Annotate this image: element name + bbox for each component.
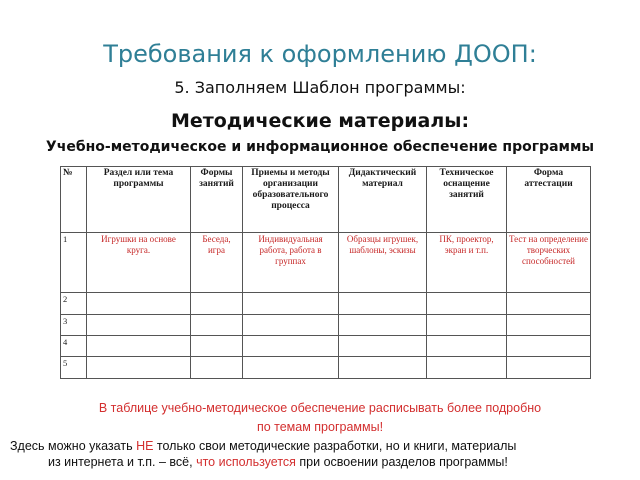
table-cell <box>191 315 243 336</box>
slide-subtitle: 5. Заполняем Шаблон программы: <box>174 78 466 97</box>
table-cell <box>243 336 339 357</box>
table-cell: Игрушки на основе круга. <box>87 233 191 293</box>
table-cell <box>507 315 591 336</box>
table-row <box>61 315 591 336</box>
table-cell <box>243 315 339 336</box>
table-cell <box>507 357 591 379</box>
template-table-image <box>60 166 590 378</box>
red-note-line2: по темам программы! <box>256 420 384 434</box>
table-cell <box>339 357 427 379</box>
table-cell <box>87 293 191 315</box>
template-table <box>60 166 591 379</box>
table-cell: Беседа, игра <box>191 233 243 293</box>
table-cell <box>243 293 339 315</box>
header-methods: Приемы и методы организации образовательного процесса <box>243 167 339 233</box>
table-row <box>61 233 591 293</box>
table-row <box>61 357 591 379</box>
bottom-text-part: при освоении разделов программы! <box>295 455 508 469</box>
table-cell: Индивидуальная работа, работа в группах <box>243 233 339 293</box>
row-number: 1 <box>61 233 87 293</box>
table-cell <box>191 336 243 357</box>
table-cell <box>87 336 191 357</box>
bottom-text-part: Здесь можно указать <box>10 439 137 453</box>
red-note-line1: В таблице учебно-методическое обеспечение расписывать более подробно <box>98 401 542 415</box>
table-cell <box>427 293 507 315</box>
header-topic: Раздел или тема программы <box>87 167 191 233</box>
table-header-row <box>61 167 591 233</box>
table-cell <box>427 315 507 336</box>
slide-title: Требования к оформлению ДООП: <box>103 40 537 68</box>
table-cell <box>339 336 427 357</box>
section-heading: Методические материалы: <box>170 110 470 132</box>
table-cell <box>507 336 591 357</box>
row-number: 2 <box>61 293 87 315</box>
header-tech: Техническое оснащение занятий <box>427 167 507 233</box>
header-num: № <box>61 167 87 233</box>
table-cell <box>87 357 191 379</box>
table-cell <box>191 293 243 315</box>
row-number: 5 <box>61 357 87 379</box>
bottom-text-part: только свои методические разработки, но и книги, материалы <box>153 439 517 453</box>
header-forms: Формы занятий <box>191 167 243 233</box>
header-didactic: Дидактический материал <box>339 167 427 233</box>
table-cell <box>339 315 427 336</box>
table-cell: ПК, проектор, экран и т.п. <box>427 233 507 293</box>
table-cell <box>339 293 427 315</box>
bottom-line2 <box>10 454 635 470</box>
table-cell <box>87 315 191 336</box>
bottom-text-part: из интернета и т.п. – всё, <box>48 455 197 469</box>
table-cell: Тест на определение творческих способностей <box>507 233 591 293</box>
table-cell: Образцы игрушек, шаблоны, эскизы <box>339 233 427 293</box>
table-cell <box>427 357 507 379</box>
table-row <box>61 293 591 315</box>
bottom-note <box>10 438 635 470</box>
table-cell <box>427 336 507 357</box>
section-subheading: Учебно-методическое и информационное обеспечение программы <box>45 139 595 155</box>
table-row <box>61 336 591 357</box>
table-cell <box>191 357 243 379</box>
header-attestation: Форма аттестации <box>507 167 591 233</box>
table-cell <box>243 357 339 379</box>
bottom-highlight-ne: НЕ <box>136 439 154 453</box>
row-number: 3 <box>61 315 87 336</box>
table-cell <box>507 293 591 315</box>
bottom-highlight-used: что используется <box>196 455 296 469</box>
row-number: 4 <box>61 336 87 357</box>
